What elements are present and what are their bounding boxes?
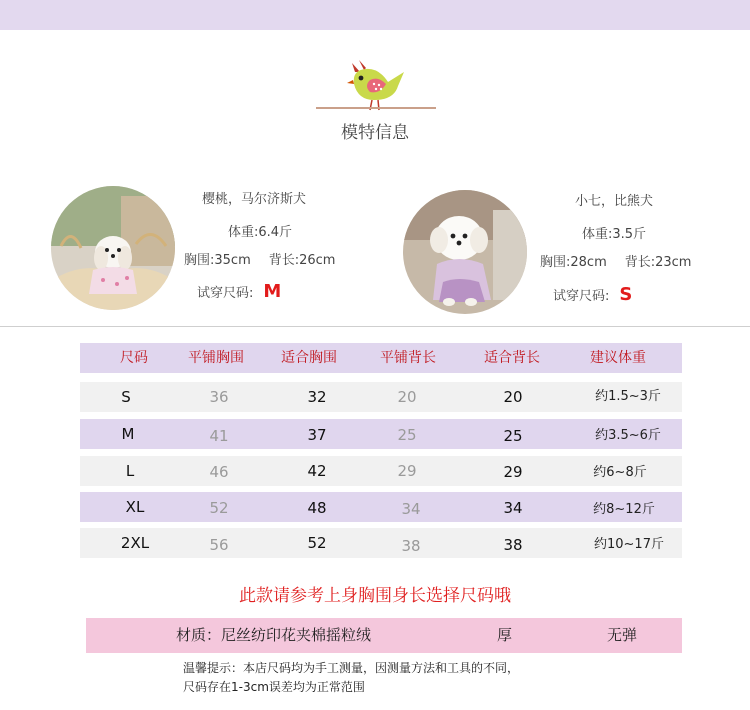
cell-fit-chest: 37 (307, 426, 327, 444)
header-flat-back: 平铺背长 (380, 350, 436, 366)
cell-weight: 约8~12斤 (593, 502, 655, 517)
elasticity-text: 无弹 (607, 626, 638, 644)
cell-flat-chest: 52 (209, 499, 229, 517)
cell-flat-back: 20 (397, 388, 417, 406)
cell-flat-chest: 41 (209, 427, 229, 445)
model-photo-maltese (51, 186, 175, 310)
title-underline (316, 107, 436, 109)
thickness-text: 厚 (497, 626, 513, 644)
cell-weight: 约1.5~3斤 (595, 389, 661, 404)
section-divider (0, 326, 750, 327)
cell-flat-back: 34 (401, 500, 421, 518)
cell-size: L (125, 462, 135, 480)
cell-flat-back: 25 (397, 426, 417, 444)
cell-weight: 约10~17斤 (594, 537, 664, 552)
cell-flat-back: 38 (401, 537, 421, 555)
header-size: 尺码 (120, 350, 148, 366)
cell-size: S (121, 388, 131, 406)
cell-flat-chest: 56 (209, 536, 229, 554)
cell-size: XL (125, 498, 145, 516)
model1-size-label: 试穿尺码: (197, 286, 254, 301)
table-row (80, 456, 682, 486)
cell-weight: 约3.5~6斤 (595, 428, 661, 443)
model1-size: M (263, 281, 282, 302)
model2-back: 背长:23cm (624, 255, 692, 270)
cell-fit-back: 34 (503, 499, 523, 517)
cell-fit-chest: 32 (307, 388, 327, 406)
size-notice: 此款请参考上身胸围身长选择尺码哦 (239, 586, 511, 606)
cell-flat-chest: 36 (209, 388, 229, 406)
model2-size-label: 试穿尺码: (553, 289, 610, 304)
cell-fit-back: 20 (503, 388, 523, 406)
model1-weight: 体重:6.4斤 (228, 225, 293, 240)
material-text: 材质：尼丝纺印花夹棉摇粒绒 (176, 626, 372, 644)
model1-back: 背长:26cm (268, 253, 336, 268)
table-row (80, 382, 682, 412)
cell-fit-chest: 42 (307, 462, 327, 480)
header-fit-chest: 适合胸围 (281, 350, 337, 366)
model2-size-row (553, 284, 632, 305)
model1-chest: 胸围:35cm (184, 253, 251, 268)
model1-measurements (184, 249, 335, 268)
model2-weight: 体重:3.5斤 (582, 227, 647, 242)
header-weight: 建议体重 (590, 350, 646, 366)
material-bar (86, 618, 682, 653)
cell-fit-back: 38 (503, 536, 523, 554)
model2-chest: 胸围:28cm (540, 255, 607, 270)
cell-fit-back: 29 (503, 463, 523, 481)
cell-flat-back: 29 (397, 462, 417, 480)
cell-weight: 约6~8斤 (593, 465, 647, 480)
header-fit-back: 适合背长 (484, 350, 540, 366)
model2-name-breed: 小七，比熊犬 (575, 194, 654, 209)
header-flat-chest: 平铺胸围 (188, 350, 244, 366)
model-photo-bichon (403, 190, 527, 314)
tip-line-1: 温馨提示：本店尺码均为手工测量，因测量方法和工具的不同， (183, 661, 520, 675)
cell-fit-back: 25 (503, 427, 523, 445)
size-table-header (80, 343, 682, 373)
table-row (80, 419, 682, 449)
cell-size: 2XL (120, 534, 150, 552)
cell-size: M (121, 425, 135, 443)
section-title: 模特信息 (341, 123, 409, 143)
cell-flat-chest: 46 (209, 463, 229, 481)
cell-fit-chest: 52 (307, 534, 327, 552)
top-band (0, 0, 750, 30)
cell-fit-chest: 48 (307, 499, 327, 517)
table-row (80, 528, 682, 558)
model2-size: S (619, 284, 633, 305)
model1-name-breed: 樱桃，马尔济斯犬 (202, 192, 307, 207)
model1-size-row (197, 281, 281, 302)
bird-icon (346, 58, 410, 112)
table-row (80, 492, 682, 522)
tip-line-2: 尺码存在1-3cm误差均为正常范围 (183, 680, 365, 694)
model2-measurements (540, 251, 691, 270)
